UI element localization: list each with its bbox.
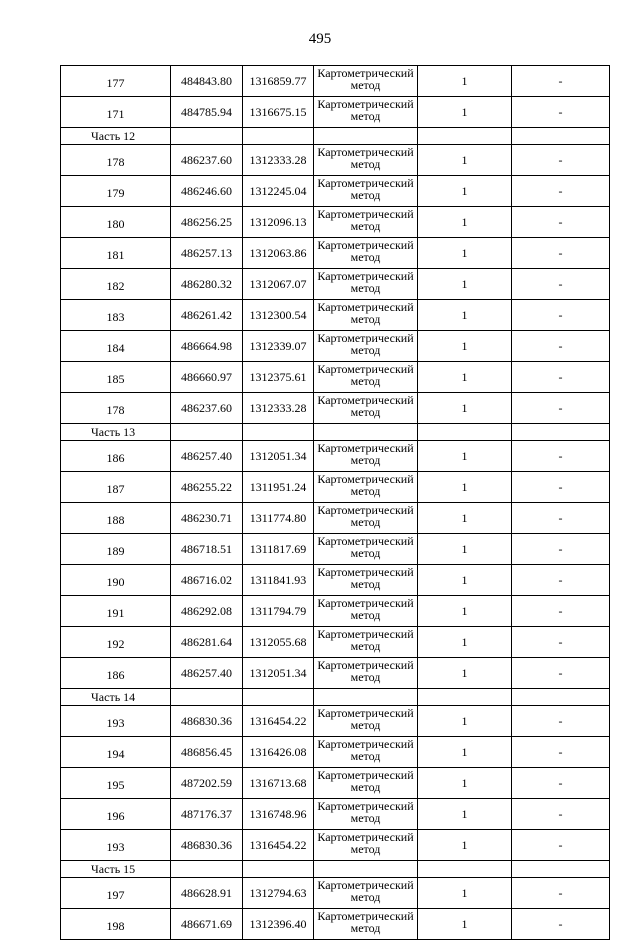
description-value: -	[512, 145, 610, 176]
coordinate-x: 486856.45	[171, 737, 243, 768]
method-line1: Картометрический	[317, 176, 414, 190]
description-value: -	[512, 830, 610, 861]
coordinate-y: 1312051.34	[243, 441, 314, 472]
coordinate-x: 486292.08	[171, 596, 243, 627]
point-number: 186	[61, 658, 171, 689]
description-value: -	[512, 565, 610, 596]
method-line2: метод	[350, 188, 381, 202]
method-line2: метод	[350, 639, 381, 653]
method-cell	[314, 66, 418, 97]
coordinate-x: 486628.91	[171, 878, 243, 909]
table-row	[61, 97, 610, 128]
method-line2: метод	[350, 109, 381, 123]
coordinate-y: 1312375.61	[243, 362, 314, 393]
method-line1: Картометрический	[317, 737, 414, 751]
accuracy-value: 1	[418, 658, 512, 689]
method-line1: Картометрический	[317, 393, 414, 407]
table-row	[61, 596, 610, 627]
point-number: 179	[61, 176, 171, 207]
empty-cell	[171, 689, 243, 706]
method-cell	[314, 176, 418, 207]
coordinate-y: 1312063.86	[243, 238, 314, 269]
point-number: 190	[61, 565, 171, 596]
method-line2: метод	[350, 577, 381, 591]
accuracy-value: 1	[418, 176, 512, 207]
table-row	[61, 207, 610, 238]
coordinate-y: 1316454.22	[243, 830, 314, 861]
description-value: -	[512, 269, 610, 300]
point-number: 195	[61, 768, 171, 799]
point-number: 181	[61, 238, 171, 269]
method-line2: метод	[350, 842, 381, 856]
table-row	[61, 627, 610, 658]
table-row	[61, 472, 610, 503]
description-value: -	[512, 737, 610, 768]
coordinate-x: 486830.36	[171, 830, 243, 861]
description-value: -	[512, 799, 610, 830]
accuracy-value: 1	[418, 706, 512, 737]
accuracy-value: 1	[418, 441, 512, 472]
method-line2: метод	[350, 515, 381, 529]
method-cell	[314, 565, 418, 596]
empty-cell	[512, 689, 610, 706]
coordinate-y: 1312067.07	[243, 269, 314, 300]
description-value: -	[512, 362, 610, 393]
method-cell	[314, 97, 418, 128]
coordinate-x: 486280.32	[171, 269, 243, 300]
point-number: 184	[61, 331, 171, 362]
coordinate-x: 487176.37	[171, 799, 243, 830]
coordinate-x: 484843.80	[171, 66, 243, 97]
coordinate-y: 1311841.93	[243, 565, 314, 596]
section-label: Часть 15	[61, 861, 171, 878]
page-number: 495	[308, 31, 332, 47]
description-value: -	[512, 238, 610, 269]
point-number: 196	[61, 799, 171, 830]
coordinate-y: 1316426.08	[243, 737, 314, 768]
point-number: 191	[61, 596, 171, 627]
section-header-row	[61, 424, 610, 441]
method-line2: метод	[350, 157, 381, 171]
section-label: Часть 14	[61, 689, 171, 706]
accuracy-value: 1	[418, 596, 512, 627]
description-value: -	[512, 441, 610, 472]
method-cell	[314, 472, 418, 503]
accuracy-value: 1	[418, 534, 512, 565]
description-value: -	[512, 207, 610, 238]
coordinate-y: 1316748.96	[243, 799, 314, 830]
method-line1: Картометрический	[317, 627, 414, 641]
method-line2: метод	[350, 343, 381, 357]
description-value: -	[512, 300, 610, 331]
method-line1: Картометрический	[317, 503, 414, 517]
empty-cell	[314, 128, 418, 145]
description-value: -	[512, 658, 610, 689]
method-cell	[314, 658, 418, 689]
table-row	[61, 503, 610, 534]
method-cell	[314, 737, 418, 768]
method-line2: метод	[350, 219, 381, 233]
description-value: -	[512, 596, 610, 627]
accuracy-value: 1	[418, 362, 512, 393]
description-value: -	[512, 66, 610, 97]
empty-cell	[418, 424, 512, 441]
accuracy-value: 1	[418, 331, 512, 362]
accuracy-value: 1	[418, 878, 512, 909]
method-line1: Картометрический	[317, 768, 414, 782]
table-row	[61, 799, 610, 830]
accuracy-value: 1	[418, 565, 512, 596]
table-row	[61, 878, 610, 909]
method-cell	[314, 238, 418, 269]
coordinate-x: 486256.25	[171, 207, 243, 238]
coordinate-x: 486664.98	[171, 331, 243, 362]
empty-cell	[314, 689, 418, 706]
table-row	[61, 909, 610, 940]
method-line1: Картометрический	[317, 472, 414, 486]
method-line1: Картометрический	[317, 534, 414, 548]
empty-cell	[171, 424, 243, 441]
table-row	[61, 830, 610, 861]
table-row	[61, 331, 610, 362]
method-line2: метод	[350, 921, 381, 935]
point-number: 193	[61, 706, 171, 737]
accuracy-value: 1	[418, 97, 512, 128]
method-cell	[314, 269, 418, 300]
method-line1: Картометрический	[317, 97, 414, 111]
method-line2: метод	[350, 312, 381, 326]
coordinate-x: 486660.97	[171, 362, 243, 393]
method-line1: Картометрический	[317, 799, 414, 813]
coordinate-x: 486830.36	[171, 706, 243, 737]
coordinate-y: 1312300.54	[243, 300, 314, 331]
coordinate-x: 486255.22	[171, 472, 243, 503]
table-row	[61, 362, 610, 393]
point-number: 180	[61, 207, 171, 238]
method-line2: метод	[350, 718, 381, 732]
table-row	[61, 737, 610, 768]
coordinate-x: 487202.59	[171, 768, 243, 799]
method-line1: Картометрический	[317, 331, 414, 345]
method-line1: Картометрический	[317, 66, 414, 80]
method-cell	[314, 878, 418, 909]
coordinate-y: 1312051.34	[243, 658, 314, 689]
method-line2: метод	[350, 608, 381, 622]
coordinate-x: 486246.60	[171, 176, 243, 207]
method-line1: Картометрический	[317, 238, 414, 252]
method-line2: метод	[350, 78, 381, 92]
section-header-row	[61, 689, 610, 706]
method-line1: Картометрический	[317, 207, 414, 221]
description-value: -	[512, 331, 610, 362]
coordinate-x: 486237.60	[171, 145, 243, 176]
empty-cell	[243, 861, 314, 878]
description-value: -	[512, 627, 610, 658]
method-cell	[314, 596, 418, 627]
accuracy-value: 1	[418, 909, 512, 940]
method-line2: метод	[350, 281, 381, 295]
section-label: Часть 12	[61, 128, 171, 145]
coordinate-x: 486718.51	[171, 534, 243, 565]
method-line2: метод	[350, 780, 381, 794]
coordinates-table	[60, 65, 610, 940]
method-line2: метод	[350, 749, 381, 763]
accuracy-value: 1	[418, 472, 512, 503]
empty-cell	[171, 861, 243, 878]
method-cell	[314, 207, 418, 238]
method-line2: метод	[350, 890, 381, 904]
empty-cell	[314, 424, 418, 441]
point-number: 185	[61, 362, 171, 393]
empty-cell	[314, 861, 418, 878]
table-row	[61, 300, 610, 331]
method-line2: метод	[350, 453, 381, 467]
method-line2: метод	[350, 374, 381, 388]
method-line1: Картометрический	[317, 269, 414, 283]
empty-cell	[418, 689, 512, 706]
method-line1: Картометрический	[317, 596, 414, 610]
point-number: 177	[61, 66, 171, 97]
table-row	[61, 238, 610, 269]
point-number: 178	[61, 393, 171, 424]
accuracy-value: 1	[418, 627, 512, 658]
method-line2: метод	[350, 405, 381, 419]
empty-cell	[512, 861, 610, 878]
method-line1: Картометрический	[317, 565, 414, 579]
coordinate-y: 1311817.69	[243, 534, 314, 565]
coordinate-x: 486230.71	[171, 503, 243, 534]
description-value: -	[512, 472, 610, 503]
accuracy-value: 1	[418, 799, 512, 830]
method-cell	[314, 503, 418, 534]
description-value: -	[512, 909, 610, 940]
method-line2: метод	[350, 546, 381, 560]
point-number: 171	[61, 97, 171, 128]
method-line1: Картометрический	[317, 145, 414, 159]
description-value: -	[512, 534, 610, 565]
method-line2: метод	[350, 484, 381, 498]
method-cell	[314, 830, 418, 861]
accuracy-value: 1	[418, 66, 512, 97]
empty-cell	[243, 689, 314, 706]
accuracy-value: 1	[418, 768, 512, 799]
description-value: -	[512, 97, 610, 128]
coordinate-y: 1311951.24	[243, 472, 314, 503]
method-cell	[314, 768, 418, 799]
method-cell	[314, 706, 418, 737]
point-number: 188	[61, 503, 171, 534]
section-label: Часть 13	[61, 424, 171, 441]
method-line1: Картометрический	[317, 658, 414, 672]
coordinate-y: 1312055.68	[243, 627, 314, 658]
description-value: -	[512, 176, 610, 207]
coordinate-x: 486716.02	[171, 565, 243, 596]
coordinate-x: 486257.13	[171, 238, 243, 269]
point-number: 186	[61, 441, 171, 472]
coordinate-y: 1312245.04	[243, 176, 314, 207]
coordinate-y: 1316454.22	[243, 706, 314, 737]
empty-cell	[418, 861, 512, 878]
table-row	[61, 269, 610, 300]
accuracy-value: 1	[418, 300, 512, 331]
coordinate-y: 1312396.40	[243, 909, 314, 940]
accuracy-value: 1	[418, 269, 512, 300]
method-cell	[314, 300, 418, 331]
method-line1: Картометрический	[317, 362, 414, 376]
table-row	[61, 768, 610, 799]
method-cell	[314, 534, 418, 565]
table-row	[61, 66, 610, 97]
coordinate-x: 484785.94	[171, 97, 243, 128]
coordinate-y: 1316675.15	[243, 97, 314, 128]
accuracy-value: 1	[418, 830, 512, 861]
point-number: 187	[61, 472, 171, 503]
accuracy-value: 1	[418, 503, 512, 534]
table-row	[61, 658, 610, 689]
table-row	[61, 145, 610, 176]
point-number: 198	[61, 909, 171, 940]
coordinates-table-body	[61, 66, 610, 940]
method-line1: Картометрический	[317, 909, 414, 923]
method-line2: метод	[350, 670, 381, 684]
method-cell	[314, 331, 418, 362]
method-line2: метод	[350, 811, 381, 825]
point-number: 193	[61, 830, 171, 861]
table-row	[61, 565, 610, 596]
point-number: 192	[61, 627, 171, 658]
description-value: -	[512, 878, 610, 909]
coordinate-x: 486257.40	[171, 658, 243, 689]
method-line1: Картометрический	[317, 706, 414, 720]
method-cell	[314, 441, 418, 472]
section-header-row	[61, 128, 610, 145]
method-cell	[314, 799, 418, 830]
description-value: -	[512, 768, 610, 799]
description-value: -	[512, 503, 610, 534]
accuracy-value: 1	[418, 238, 512, 269]
accuracy-value: 1	[418, 145, 512, 176]
description-value: -	[512, 706, 610, 737]
table-row	[61, 176, 610, 207]
method-line1: Картометрический	[317, 441, 414, 455]
method-line1: Картометрический	[317, 300, 414, 314]
empty-cell	[512, 128, 610, 145]
section-header-row	[61, 861, 610, 878]
empty-cell	[418, 128, 512, 145]
method-line1: Картометрический	[317, 878, 414, 892]
empty-cell	[171, 128, 243, 145]
coordinate-x: 486237.60	[171, 393, 243, 424]
coordinate-x: 486261.42	[171, 300, 243, 331]
point-number: 189	[61, 534, 171, 565]
coordinate-x: 486281.64	[171, 627, 243, 658]
accuracy-value: 1	[418, 207, 512, 238]
coordinate-x: 486671.69	[171, 909, 243, 940]
coordinate-y: 1312333.28	[243, 393, 314, 424]
table-row	[61, 534, 610, 565]
point-number: 182	[61, 269, 171, 300]
point-number: 178	[61, 145, 171, 176]
point-number: 194	[61, 737, 171, 768]
coordinate-y: 1311774.80	[243, 503, 314, 534]
coordinate-y: 1312794.63	[243, 878, 314, 909]
empty-cell	[512, 424, 610, 441]
accuracy-value: 1	[418, 393, 512, 424]
description-value: -	[512, 393, 610, 424]
coordinate-y: 1316713.68	[243, 768, 314, 799]
coordinate-y: 1312339.07	[243, 331, 314, 362]
method-cell	[314, 627, 418, 658]
empty-cell	[243, 128, 314, 145]
empty-cell	[243, 424, 314, 441]
table-row	[61, 441, 610, 472]
coordinate-y: 1312096.13	[243, 207, 314, 238]
coordinate-x: 486257.40	[171, 441, 243, 472]
method-cell	[314, 362, 418, 393]
coordinate-y: 1312333.28	[243, 145, 314, 176]
method-line1: Картометрический	[317, 830, 414, 844]
point-number: 183	[61, 300, 171, 331]
method-cell	[314, 145, 418, 176]
method-cell	[314, 393, 418, 424]
accuracy-value: 1	[418, 737, 512, 768]
method-cell	[314, 909, 418, 940]
table-row	[61, 706, 610, 737]
coordinate-y: 1316859.77	[243, 66, 314, 97]
table-row	[61, 393, 610, 424]
point-number: 197	[61, 878, 171, 909]
coordinate-y: 1311794.79	[243, 596, 314, 627]
method-line2: метод	[350, 250, 381, 264]
